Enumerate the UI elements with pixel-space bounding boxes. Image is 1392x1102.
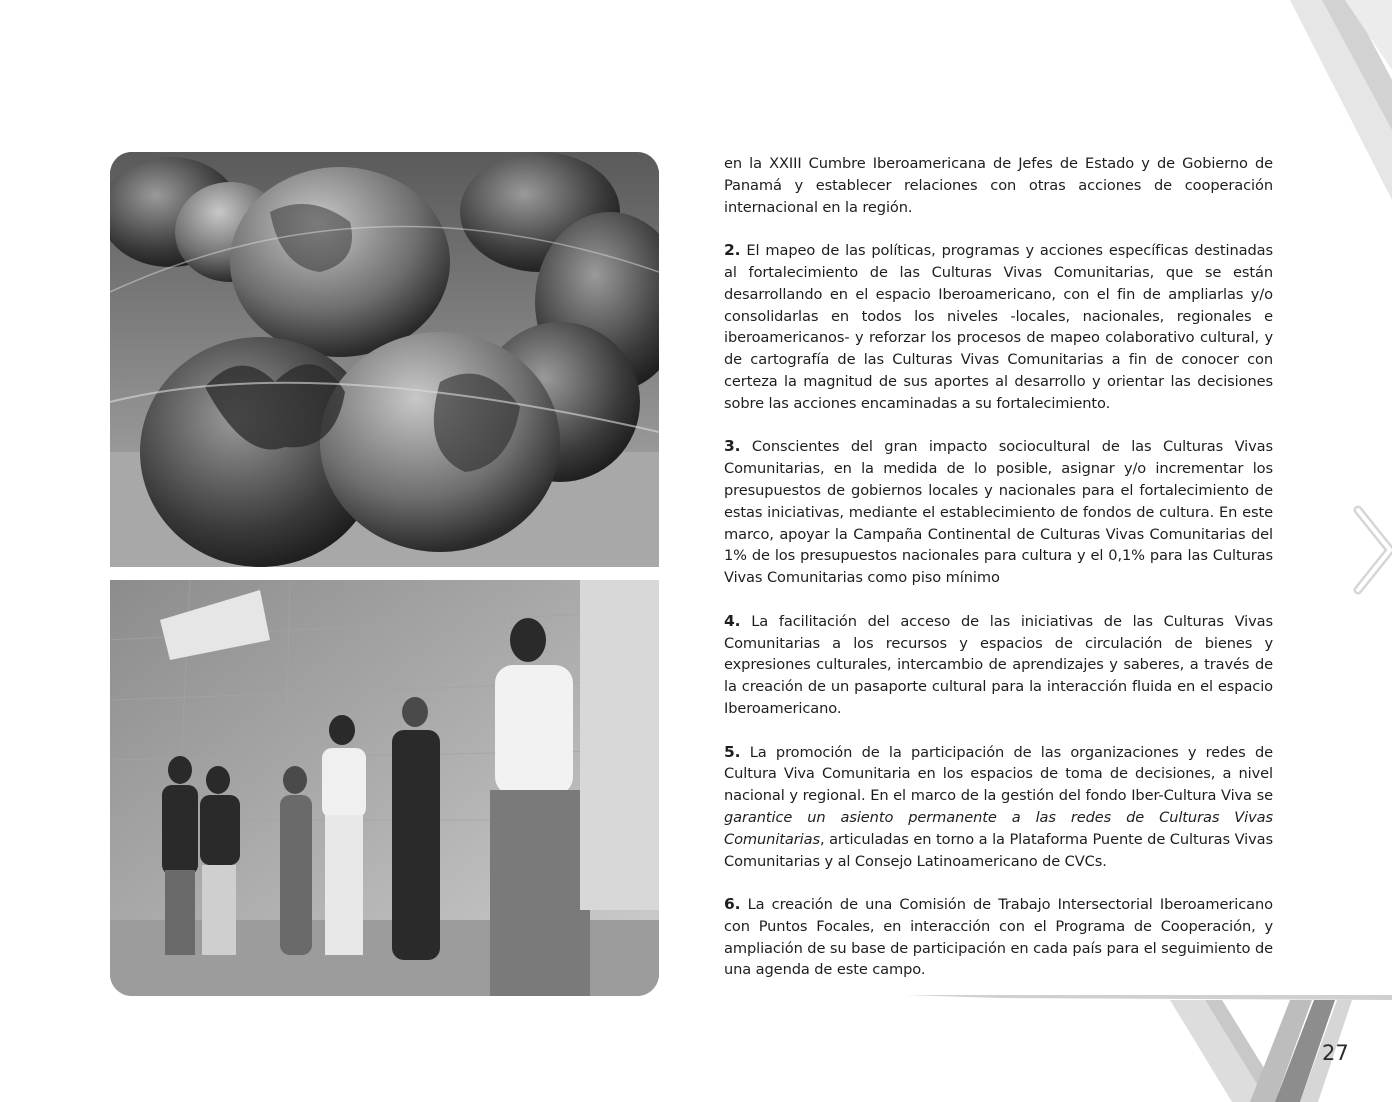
body-text bbox=[724, 153, 1273, 1003]
paragraph-intro: en la XXIII Cumbre Iberoamericana de Jefes de Estado y de Gobierno de Panamá y establecer relaciones con otras acciones de cooperación internacional en la región. bbox=[724, 155, 1273, 216]
paragraph-5: 5. La promoción de la participación de las organizaciones y redes de Cultura Viva Comunitaria en los espacios de toma de decisiones, a nivel nacional y regional. En el marco de la gestión del fondo Iber-Cultura Viva se garantice un asiento permanente a las redes de Culturas Vivas Comunitarias, articuladas en torno a la Plataforma Puente de Culturas Vivas Comunitarias y al Consejo Latinoamericano de CVCs. bbox=[724, 742, 1273, 870]
paragraph-4: 4. La facilitación del acceso de las iniciativas de las Culturas Vivas Comunitarias a los recursos y espacios de circulación de bienes y expresiones culturales, intercambio de aprendizajes y saberes, a través de la creación de un pasaporte cultural para la interacción fluida en el espacio Iberoamericano. bbox=[724, 611, 1273, 717]
item-number: 4. bbox=[724, 611, 741, 630]
paragraph-2: 2. El mapeo de las políticas, programas y acciones específicas destinadas al fortalecimiento de las Culturas Vivas Comunitarias, que se están desarrollando en el espacio Iberoamericano, con el fin de ampliarlas y/o consolidarlas en todos los niveles -locales, nacionales, regionales e iberoamericanos- y reforzar los procesos de mapeo colaborativo cultural, y de cartografía de las Culturas Vivas Comunitarias a fin de conocer con certeza la magnitud de sus aportes al desarrollo y orientar las decisiones sobre las acciones encaminadas a su fortalecimiento. bbox=[724, 241, 1273, 412]
paragraph-6: 6. La creación de una Comisión de Trabajo Intersectorial Iberoamericano con Puntos Focales, en interacción con el Programa de Cooperación, y ampliación de su base de participación en cada país para el seguimiento de una agenda de este campo. bbox=[724, 895, 1273, 979]
top-right-stripes bbox=[1290, 0, 1392, 200]
item-number: 5. bbox=[724, 742, 741, 761]
people-gathering-photo bbox=[110, 580, 659, 996]
paragraph-3: 3. Conscientes del gran impacto sociocultural de las Culturas Vivas Comunitarias, en la medida de lo posible, asignar y/o incrementar los presupuestos de gobiernos locales y nacionales para el fortalecimiento de estas iniciativas, mediante el establecimiento de fondos de cultura. En este marco, apoyar la Campaña Continental de Culturas Vivas Comunitarias del 1% de los presupuestos nacionales para cultura y el 0,1% para las Culturas Vivas Comunitarias como piso mínimo bbox=[724, 437, 1273, 587]
chevron-right-icon[interactable] bbox=[1358, 510, 1390, 590]
page-number: 27 bbox=[1322, 1041, 1349, 1065]
item-number: 3. bbox=[724, 437, 741, 456]
item-number: 6. bbox=[724, 895, 741, 914]
decorated-gourds-photo bbox=[110, 152, 659, 567]
item-number: 2. bbox=[724, 241, 741, 260]
